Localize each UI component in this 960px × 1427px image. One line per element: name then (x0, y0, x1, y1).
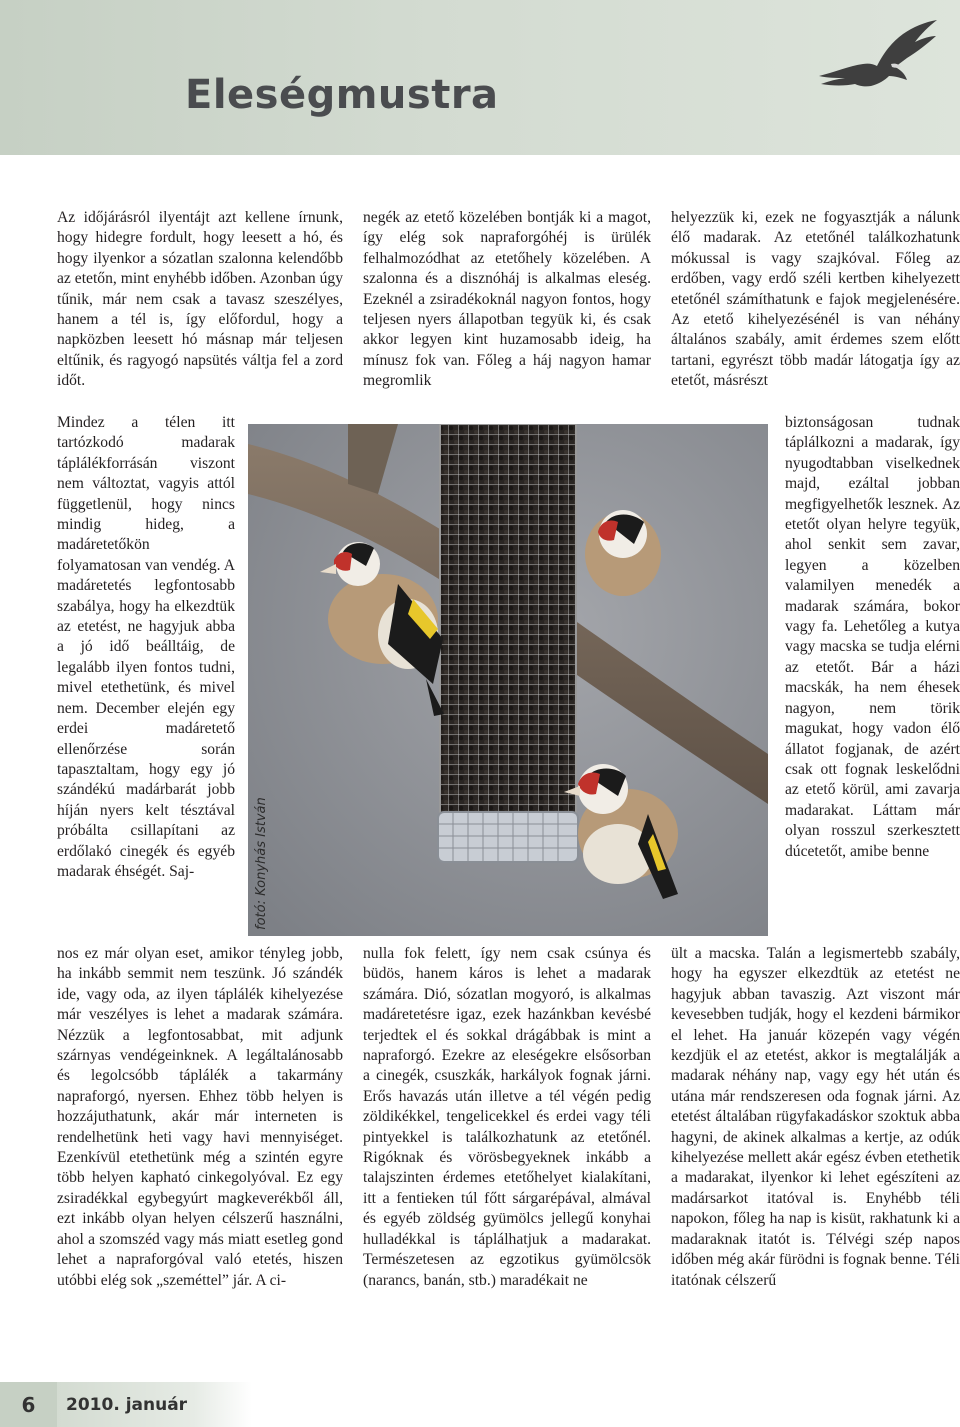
article-text-col3-wrap (785, 413, 960, 862)
article-text-col1-bottom (57, 944, 343, 1291)
article-text-col3-bottom (671, 944, 960, 1291)
paragraph: biztonságosan tudnak táplálkozni a madarak, így nyugodtabban viselkednek majd, ezáltal jobban megfigyelhetők lesznek. Az etetőt olyan helyre tegyük, ahol senkit sem zavar, legyen a közelben valamilyen menedék a madarak számára, bokor vagy fa. Lehetőleg a kutya vagy macska se tudja elérni az etetőt. Bár a házi macskák, ha nem éhesek nagyon, nem törik magukat, hogy vadon élő állatot fogjanak, de azért csak ott fognak leskelődni az etető körül, ami zavarja madarakat. Láttam már olyan rosszul szerkesztett dúcetetőt, amibe benne (785, 414, 960, 860)
paragraph: nos ez már olyan eset, amikor tényleg jobb, ha inkább semmit nem teszünk. Jó szándék ide, vagy oda, az ilyen táplálék kihelyezése már veszélyes is lehet a madarak számára. Nézzük a legfontosabbat, mit adjunk szárnyas vendégeinknek. A legáltalánosabb és legolcsóbb táplálék a takarmány napraforgó, nyersen. Ehhez több helyen is hozzájuthatunk, akár már interneten is rendelhetünk heti vagy havi mennyiséget. Ezenkívül etethetünk még a szintén egyre több helyen kapható cinkegolyóval. Ez egy zsiradékkal egybegyúrt magkeverékből áll, ezt inkább olyan helyen célszerű használni, ahol a szomszéd vagy más miatt esetleg gond lehet a napraforgóval való etetés, hiszen utóbbi elég sok „szeméttel” jár. A ci- (57, 945, 343, 1289)
paragraph: nulla fok felett, így nem csak csúnya és büdös, hanem káros is lehet a madarak számára. Dió, sózatlan mogyoró, is alkalmas madáretetésre igaz, ezek hazánkban kevésbé terjedtek el és sokkal drágábbak is mint a napraforgó. Ezekre az eleségekre elsősorban a cinegék, csuszkák, harkályok fognak járni. Erős havazás után illetve a tél végén pedig zöldikékkel, tengelicekkel és erdei vagy téli pintyekkel is találkozhatunk az etetőnél. Rigóknak és vörösbegyeknek inkább a talajszinten érdemes etetőhelyet kialakítani, itt a fentieken túl főtt sárgarépával, almával és egyéb zöldség gyümölcs jellegű konyhai hulladékkal is táplálhatjuk a madarakat. Természetesen az egzotikus gyümölcsök (narancs, banán, stb.) maradékait ne (363, 945, 651, 1289)
paragraph: Az időjárásról ilyentájt azt kellene írnunk, hogy hidegre fordult, hogy leesett a hó, és hogy ilyenkor a sózatlan szalonna kelendőbb az etetőn, mint enyhébb időben. Azonban úgy tűnik, már nem csak a tavasz szeszélyes, hanem a tél is, így előfordul, hogy a napközben leesett hó másnap már teljesen eltűnik, és ragyogó napsütés váltja fel a zord időt. (57, 209, 343, 390)
article-text-col2-bottom (363, 944, 651, 1291)
goldfinch-feeder-photo (248, 424, 768, 936)
paragraph: negék az etető közelében bontják ki a magot, így elég sok napraforgóhéj is ürülék felhalmozódhat az etetőhely közelében. A szalonna és a disznóháj is alkalmas eleség. Ezeknél a zsiradékoknál nagyon fontos, hogy teljesen nyers állapotban tegyük ki, és csak akkor legyen kint huzamosabb ideig, ha mínusz fok van. Főleg a háj nagyon hamar megromlik (363, 209, 651, 390)
article-text-col2-top (363, 208, 651, 392)
issue-date: 2010. január (57, 1382, 252, 1427)
article-text-col1-wrap (57, 413, 235, 882)
paragraph: Mindez a télen itt tartózkodó madarak táplálékforrásán viszont nem változtat, vagyis attól függetlenül, hogy nincs mindig hideg, a madáretetőkön folyamatosan van vendég. A madáretetés legfontosabb szabálya, hogy ha elkezdtük az etetést, ne hagyjuk abba a jó idő beálltáig, de legalább ilyen fontos tudni, mivel etethetünk, és mivel nem. December elején egy erdei madáretető ellenőrzése során tapasztaltam, hogy egy jó szándékú madárbarát jobb híján nyers kelt tésztával próbálta csillapítani az erdőlakó cinegék és egyéb madarak éhségét. Saj- (57, 414, 235, 880)
photo-illustration (248, 424, 768, 936)
page-title: Eleségmustra (185, 72, 499, 118)
article-text-col3-top (671, 208, 960, 392)
article-text-col1-top (57, 208, 343, 392)
page-number: 6 (0, 1382, 57, 1427)
photo-credit: fotó: Konyhás István (254, 797, 269, 930)
eagle-icon (815, 14, 940, 94)
paragraph: helyezzük ki, ezek ne fogyasztják a nálunk élő madarak. Az etetőnél találkozhatunk mókussal is vagy szajkóval. Főleg az erdőben, vagy erdő széli kertben kihelyezett etetőnél számíthatunk e fajok megjelenésére. Az etető kihelyezésénél is van néhány általános szabály, amit érdemes szem előtt tartani, egyrészt több madár látogatja így az etetőt, másrészt (671, 209, 960, 390)
paragraph: ült a macska. Talán a legismertebb szabály, hogy ha egyszer elkezdtük az etetést ne hagyjuk abban tavaszig. Azt viszont már kevesebben tudják, hogy el kezdeni bármikor el lehet. Ha január közepén vagy végén kezdjük el az etetést, akkor is megtalálják a madarak néhány nap, vagy egy hét után és utána már rendszeresen oda fognak járni. Az etetést általában rügyfakadáskor szoktuk abba hagyni, de akinek alkalmas a kertje, az odúk kihelyezése mellett akár egész évben etethetik a madarakat, ilyenkor ki lehet egészíteni az madársarkot itatóval is. Enyhébb téli napokon, főleg ha nap is kisüt, rakhatunk ki a madaraknak itatót is. Télvégi szép napos időben még akár fürödni is fognak benne. Téli itatónak célszerű (671, 945, 960, 1289)
page-header (0, 0, 960, 155)
